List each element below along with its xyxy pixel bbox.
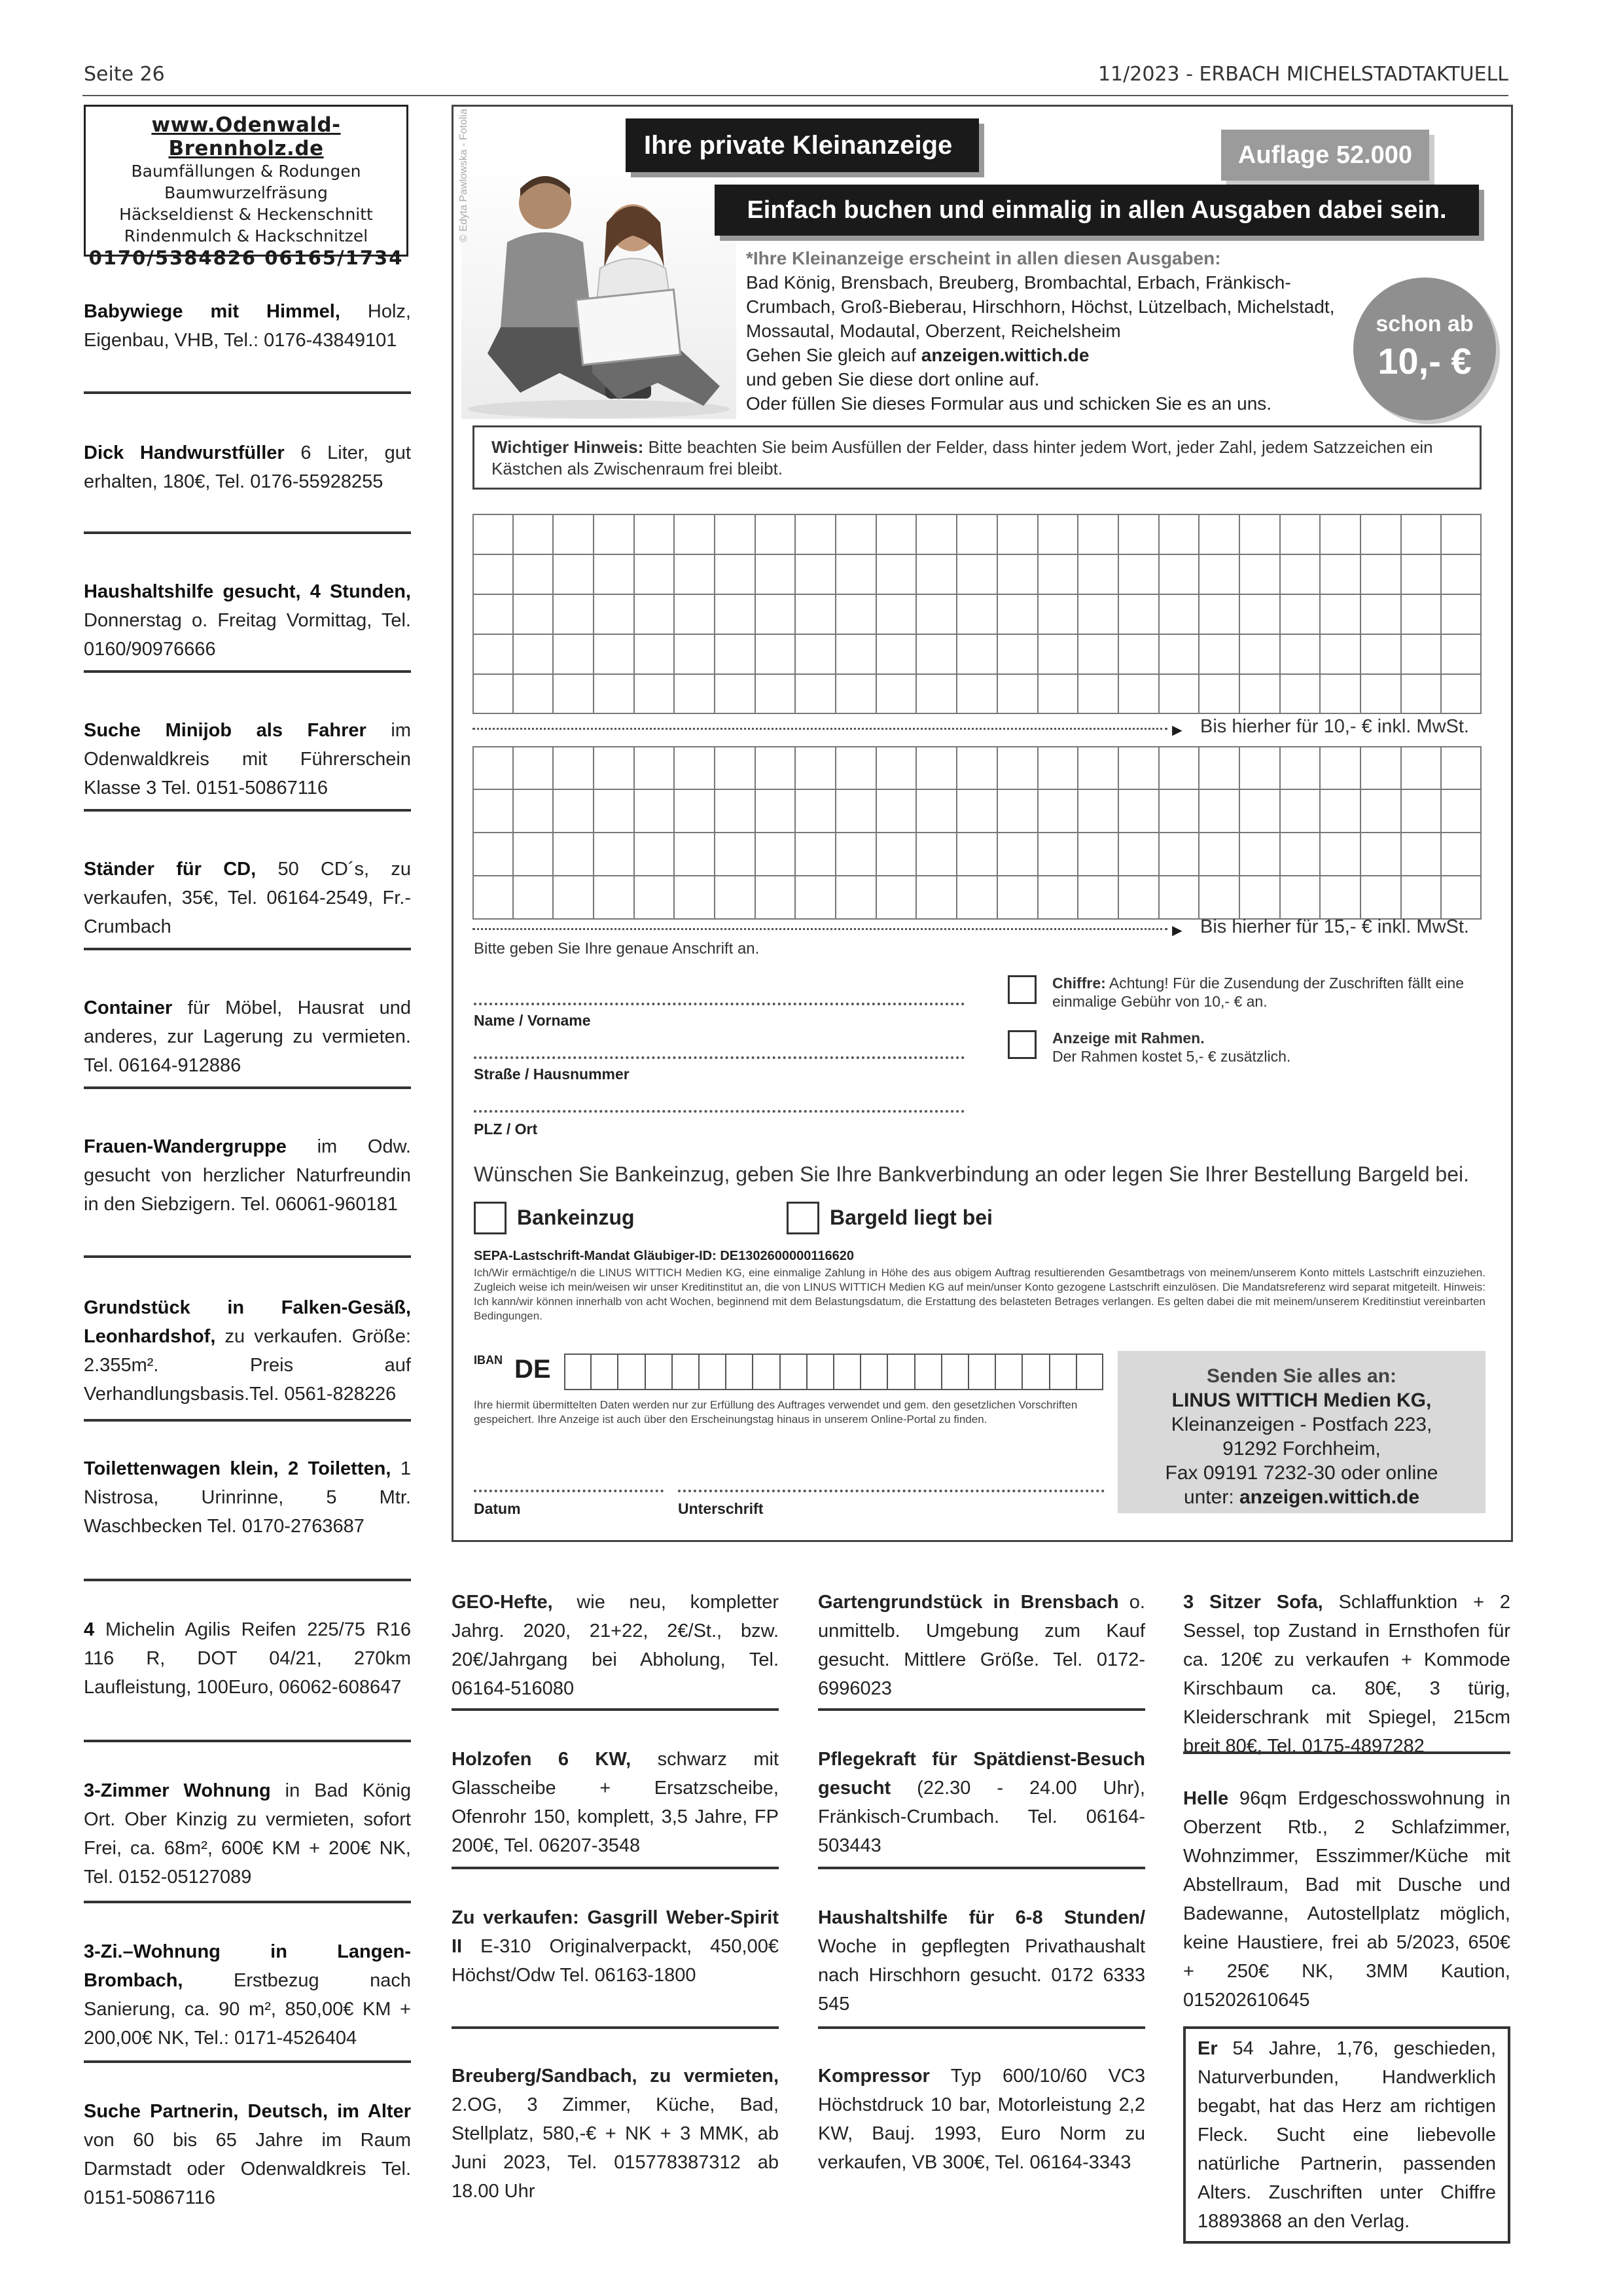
price-line-15: [472, 928, 1167, 930]
classified-ad: Container für Möbel, Hausrat und anderes, zur Lagerung zu vermieten. Tel. 06164-912886: [84, 997, 411, 1076]
classified-ad: Dick Handwurstfüller 6 Liter, gut erhalten, 180€, Tel. 0176-55928255: [84, 442, 411, 492]
online-line-3: Oder füllen Sie dieses Formular aus und schicken Sie es an uns.: [746, 393, 1272, 414]
online-line: Gehen Sie gleich auf anzeigen.wittich.de: [746, 345, 1090, 365]
ad-divider: [818, 1867, 1145, 1869]
send-heading: Senden Sie alles an:: [1206, 1365, 1397, 1387]
classified-ad: 4 Michelin Agilis Reifen 225/75 R16 116 R, DOT 04/21, 270km Laufleistung, 100Euro, 06062-608647: [84, 1619, 411, 1698]
classified-ad: Ständer für CD, 50 CD´s, zu verkaufen, 35€, Tel. 06164-2549, Fr.-Crumbach: [84, 859, 411, 937]
classified-ad: Haushaltshilfe gesucht, 4 Stunden, Donnerstag o. Freitag Vormittag, Tel. 0160/90976666: [84, 581, 411, 660]
ad-divider: [84, 1901, 411, 1903]
brennholz-line: Baumfällungen & Rodungen: [131, 162, 361, 181]
chiffre-text: Chiffre: Achtung! Für die Zusendung der Zuschriften fällt eine einmalige Gebühr von 10,- € an.: [1052, 975, 1464, 1010]
address-prompt: Bitte geben Sie Ihre genaue Anschrift an.: [474, 940, 760, 958]
edition-label: 11/2023 - ERBACH MICHELSTADTAKTUELL: [1097, 63, 1508, 86]
online-line-2: und geben Sie diese dort online auf.: [746, 369, 1040, 389]
classified-ad: 3-Zi.–Wohnung in Langen-Brombach, Erstbezug nach Sanierung, ca. 90 m², 850,00€ KM + 200,00€ NK, Tel.: 0171-4526404: [84, 1941, 411, 2049]
price-badge: [1353, 278, 1496, 420]
iban-input[interactable]: [564, 1354, 1103, 1393]
classified-ad: Suche Partnerin, Deutsch, im Alter von 60 bis 65 Jahre im Raum Darmstadt oder Odenwaldkreis Tel. 0151-50867116: [84, 2101, 411, 2208]
classified-ad: Pflegekraft für Spätdienst-Besuch gesucht (22.30 - 24.00 Uhr), Fränkisch-Crumbach. Tel. 06164-503443: [818, 1749, 1145, 1856]
classified-ad: Breuberg/Sandbach, zu vermieten, 2.OG, 3 Zimmer, Küche, Bad, Stellplatz, 580,-€ + NK + 3 MMK, ab Juni 2023, Tel. 015778387312 ab 18.00 Uhr: [452, 2066, 779, 2202]
ad-divider: [84, 670, 411, 673]
rahmen-text: Anzeige mit Rahmen. Der Rahmen kostet 5,- € zusätzlich.: [1052, 1030, 1291, 1065]
price-10-label: Bis hierher für 10,- € inkl. MwSt.: [1200, 716, 1469, 737]
hint-box: [472, 425, 1482, 490]
signature-input[interactable]: [678, 1490, 1105, 1492]
arrow-icon: ►: [1169, 720, 1186, 740]
date-label: Datum: [474, 1500, 521, 1517]
form-title: Ihre private Kleinanzeige: [626, 118, 979, 172]
header-divider: [82, 95, 1508, 96]
auflage-label: Auflage 52.000: [1221, 130, 1429, 181]
brennholz-line: Baumwurzelfräsung: [164, 183, 328, 202]
page-number: Seite 26: [84, 63, 165, 86]
text-grid-15[interactable]: [472, 746, 1482, 920]
ad-divider: [818, 2026, 1145, 2029]
classified-ad: 3 Sitzer Sofa, Schlaffunktion + 2 Sessel, top Zustand in Ernsthofen für ca. 120€ zu verkaufen + Kommode Kirschbaum ca. 80€, 3 türig, Kleiderschrank mit Spiegel, 215cm breit 80€, Tel. 0175-4897282: [1183, 1592, 1510, 1757]
classified-ad: Frauen-Wandergruppe im Odw. gesucht von herzlicher Naturfreundin in den Siebzigern. Tel. 06061-960181: [84, 1136, 411, 1215]
classified-ad: Zu verkaufen: Gasgrill Weber-Spirit II E-310 Originalverpackt, 450,00€ Höchst/Odw Tel. 06163-1800: [452, 1907, 779, 1986]
ad-divider: [84, 809, 411, 812]
classified-ad: Babywiege mit Himmel, Holz, Eigenbau, VHB, Tel.: 0176-43849101: [84, 301, 411, 351]
brennholz-url[interactable]: www.Odenwald-Brennholz.de: [151, 113, 341, 160]
ad-divider: [84, 1086, 411, 1089]
rahmen-checkbox[interactable]: [1008, 1030, 1037, 1059]
arrow-icon: ►: [1169, 920, 1186, 940]
sepa-text: Ich/Wir ermächtige/n die LINUS WITTICH Medien KG, eine einmalige Zahlung in Höhe des aus obigem Auftrag resultierenden Gesamtbetrags von meinem/unserem Konto mittels Lastschrift einzuziehen. Zugleich weise ich mein/weisen wir unser Kreditinstitut an, die von LINUS WITTICH Medien KG auf mein/unser Konto gezogene Lastschrift einzulösen. Die Mandatsreferenz wird separat mitgeteilt. Hinweis: Ich kann/wir können innerhalb von acht Wochen, beginnend mit dem Belastungsdatum, die Erstattung des belasteten Betrages verlangen. Es gelten dabei die mit meinem/unserem Kreditinstiut vereinbarten Bedingungen.: [474, 1266, 1485, 1322]
ad-divider: [452, 1867, 779, 1869]
street-label: Straße / Hausnummer: [474, 1066, 630, 1083]
iban-label: IBAN: [474, 1354, 503, 1367]
classified-ad: Suche Minijob als Fahrer im Odenwaldkreis mit Führerschein Klasse 3 Tel. 0151-50867116: [84, 720, 411, 798]
ad-divider: [84, 1419, 411, 1422]
name-input[interactable]: [474, 1003, 965, 1005]
hint-text: Bitte beachten Sie beim Ausfüllen der Felder, dass hinter jedem Wort, jeder Zahl, jedem Satzzeichen ein Kästchen als Zwischenraum frei bleibt.: [491, 437, 1433, 478]
classified-ad: Helle 96qm Erdgeschosswohnung in Oberzent Rtb., 2 Schlafzimmer, Wohnzimmer, Esszimmer/Küche mit Abstellraum, Bad mit Dusche und Badewanne, Autostellplatz möglich, keine Haustiere, frei ab 5/2023, 650€ + 250€ NK, 3MM Kaution, 015202610645: [1183, 1788, 1510, 2011]
name-label: Name / Vorname: [474, 1012, 591, 1029]
ad-divider: [452, 2026, 779, 2029]
hint-label: Wichtiger Hinweis:: [491, 437, 644, 457]
classified-ad: Kompressor Typ 600/10/60 VC3 Höchstdruck 10 bar, Motorleistung 2,2 KW, Bauj. 1993, Euro Norm zu verkaufen, VB 300€, Tel. 06164-3343: [818, 2066, 1145, 2173]
street-input[interactable]: [474, 1056, 965, 1059]
send-url[interactable]: anzeigen.wittich.de: [1239, 1486, 1420, 1508]
ad-divider: [84, 391, 411, 394]
framed-classified-ad: Er 54 Jahre, 1,76, geschieden, Naturverbunden, Handwerklich begabt, hat das Herz am richtigen Fleck. Sucht eine liebevolle natürliche Partnerin, passenden Alters. Zuschriften unter Chiffre 18893868 an den Verlag.: [1183, 2026, 1510, 2244]
couple-photo: [461, 157, 736, 419]
classified-ad: Holzofen 6 KW, schwarz mit Glasscheibe + Ersatzscheibe, Ofenrohr 150, komplett, 3,5 Jahre, FP 200€, Tel. 06207-3548: [452, 1749, 779, 1856]
ad-divider: [818, 1708, 1145, 1711]
badge-price: 10,- €: [1378, 340, 1472, 382]
classified-ad: 3-Zimmer Wohnung in Bad König Ort. Ober Kinzig zu vermieten, sofort Frei, ca. 68m², 600€ KM + 200€ NK, Tel. 0152-05127089: [84, 1780, 411, 1888]
brennholz-phones: 0170/5384826 06165/1734: [88, 247, 404, 269]
badge-top: schon ab: [1376, 312, 1474, 336]
privacy-text: Ihre hiermit übermittelten Daten werden nur zur Erfüllung des Auftrages verwendet und gem. den gesetzlichen Vorschriften gespeichert. Ihre Anzeige ist auch über den Erscheinungstag hinaus in unserem Online-Portal zu finden.: [474, 1399, 1078, 1426]
bankeinzug-checkbox[interactable]: [474, 1202, 507, 1234]
send-line: Fax 09191 7232-30 oder online: [1165, 1462, 1438, 1484]
ad-divider: [84, 531, 411, 534]
ad-divider: [84, 1579, 411, 1581]
classified-ad: Toilettenwagen klein, 2 Toiletten, 1 Nistrosa, Urinrinne, 5 Mtr. Waschbecken Tel. 0170-2763687: [84, 1458, 411, 1537]
editions-heading: *Ihre Kleinanzeige erscheint in allen diesen Ausgaben:: [746, 248, 1221, 268]
iban-country: DE: [514, 1355, 551, 1384]
bankeinzug-label: Bankeinzug: [517, 1206, 635, 1229]
ad-divider: [84, 1255, 411, 1258]
city-input[interactable]: [474, 1110, 965, 1113]
send-line: Kleinanzeigen - Postfach 223,: [1171, 1414, 1432, 1435]
classified-ad: Grundstück in Falken-Gesäß, Leonhardshof, zu verkaufen. Größe: 2.355m². Preis auf Verhandlungsbasis.Tel. 0561-828226: [84, 1297, 411, 1405]
brennholz-ad: [84, 105, 408, 269]
ad-divider: [452, 1708, 779, 1711]
bargeld-label: Bargeld liegt bei: [830, 1206, 993, 1229]
price-line-10: [472, 728, 1167, 730]
editions-list: Bad König, Brensbach, Breuberg, Brombachtal, Erbach, Fränkisch-Crumbach, Groß-Bieberau, Hirschhorn, Höchst, Lützelbach, Michelstadt, Mossautal, Modautal, Oberzent, Reichelsheim: [746, 272, 1335, 341]
send-line: unter: anzeigen.wittich.de: [1183, 1486, 1420, 1508]
send-company: LINUS WITTICH Medien KG,: [1171, 1390, 1432, 1411]
brennholz-line: Häckseldienst & Heckenschnitt: [119, 205, 373, 224]
brennholz-line: Rindenmulch & Hackschnitzel: [124, 226, 368, 245]
classified-ad: GEO-Hefte, wie neu, kompletter Jahrg. 2020, 21+22, 2€/St., bzw. 20€/Jahrgang bei Abholung, Tel. 06164-516080: [452, 1592, 779, 1699]
chiffre-checkbox[interactable]: [1008, 975, 1037, 1004]
price-15-label: Bis hierher für 15,- € inkl. MwSt.: [1200, 916, 1469, 937]
city-label: PLZ / Ort: [474, 1121, 538, 1138]
classified-ad: Haushaltshilfe für 6-8 Stunden/ Woche in gepflegten Privathaushalt nach Hirschhorn gesucht. 0172 6333 545: [818, 1907, 1145, 2015]
send-line: 91292 Forchheim,: [1222, 1438, 1381, 1460]
send-address-box: [1118, 1351, 1485, 1513]
online-url[interactable]: anzeigen.wittich.de: [921, 345, 1090, 365]
ad-divider: [1183, 1751, 1510, 1754]
ad-divider: [84, 1740, 411, 1742]
form-subtitle: Einfach buchen und einmalig in allen Ausgaben dabei sein.: [715, 185, 1479, 236]
sepa-heading: SEPA-Lastschrift-Mandat Gläubiger-ID: DE1302600000116620: [474, 1249, 854, 1263]
signature-label: Unterschrift: [678, 1500, 764, 1517]
bargeld-checkbox[interactable]: [787, 1202, 819, 1234]
bank-question: Wünschen Sie Bankeinzug, geben Sie Ihre Bankverbindung an oder legen Sie Ihrer Bestellung Bargeld bei.: [474, 1162, 1469, 1186]
text-grid-10[interactable]: [472, 514, 1482, 714]
ad-divider: [84, 2060, 411, 2063]
ad-divider: [84, 948, 411, 950]
editions-info: [746, 246, 1400, 416]
photo-credit: © Edyta Pawlowska - Fotolia: [458, 109, 469, 242]
date-input[interactable]: [474, 1490, 664, 1492]
classified-ad: Gartengrundstück in Brensbach o. unmittelb. Umgebung zum Kauf gesucht. Mittlere Größe. Tel. 0172-6996023: [818, 1592, 1145, 1699]
